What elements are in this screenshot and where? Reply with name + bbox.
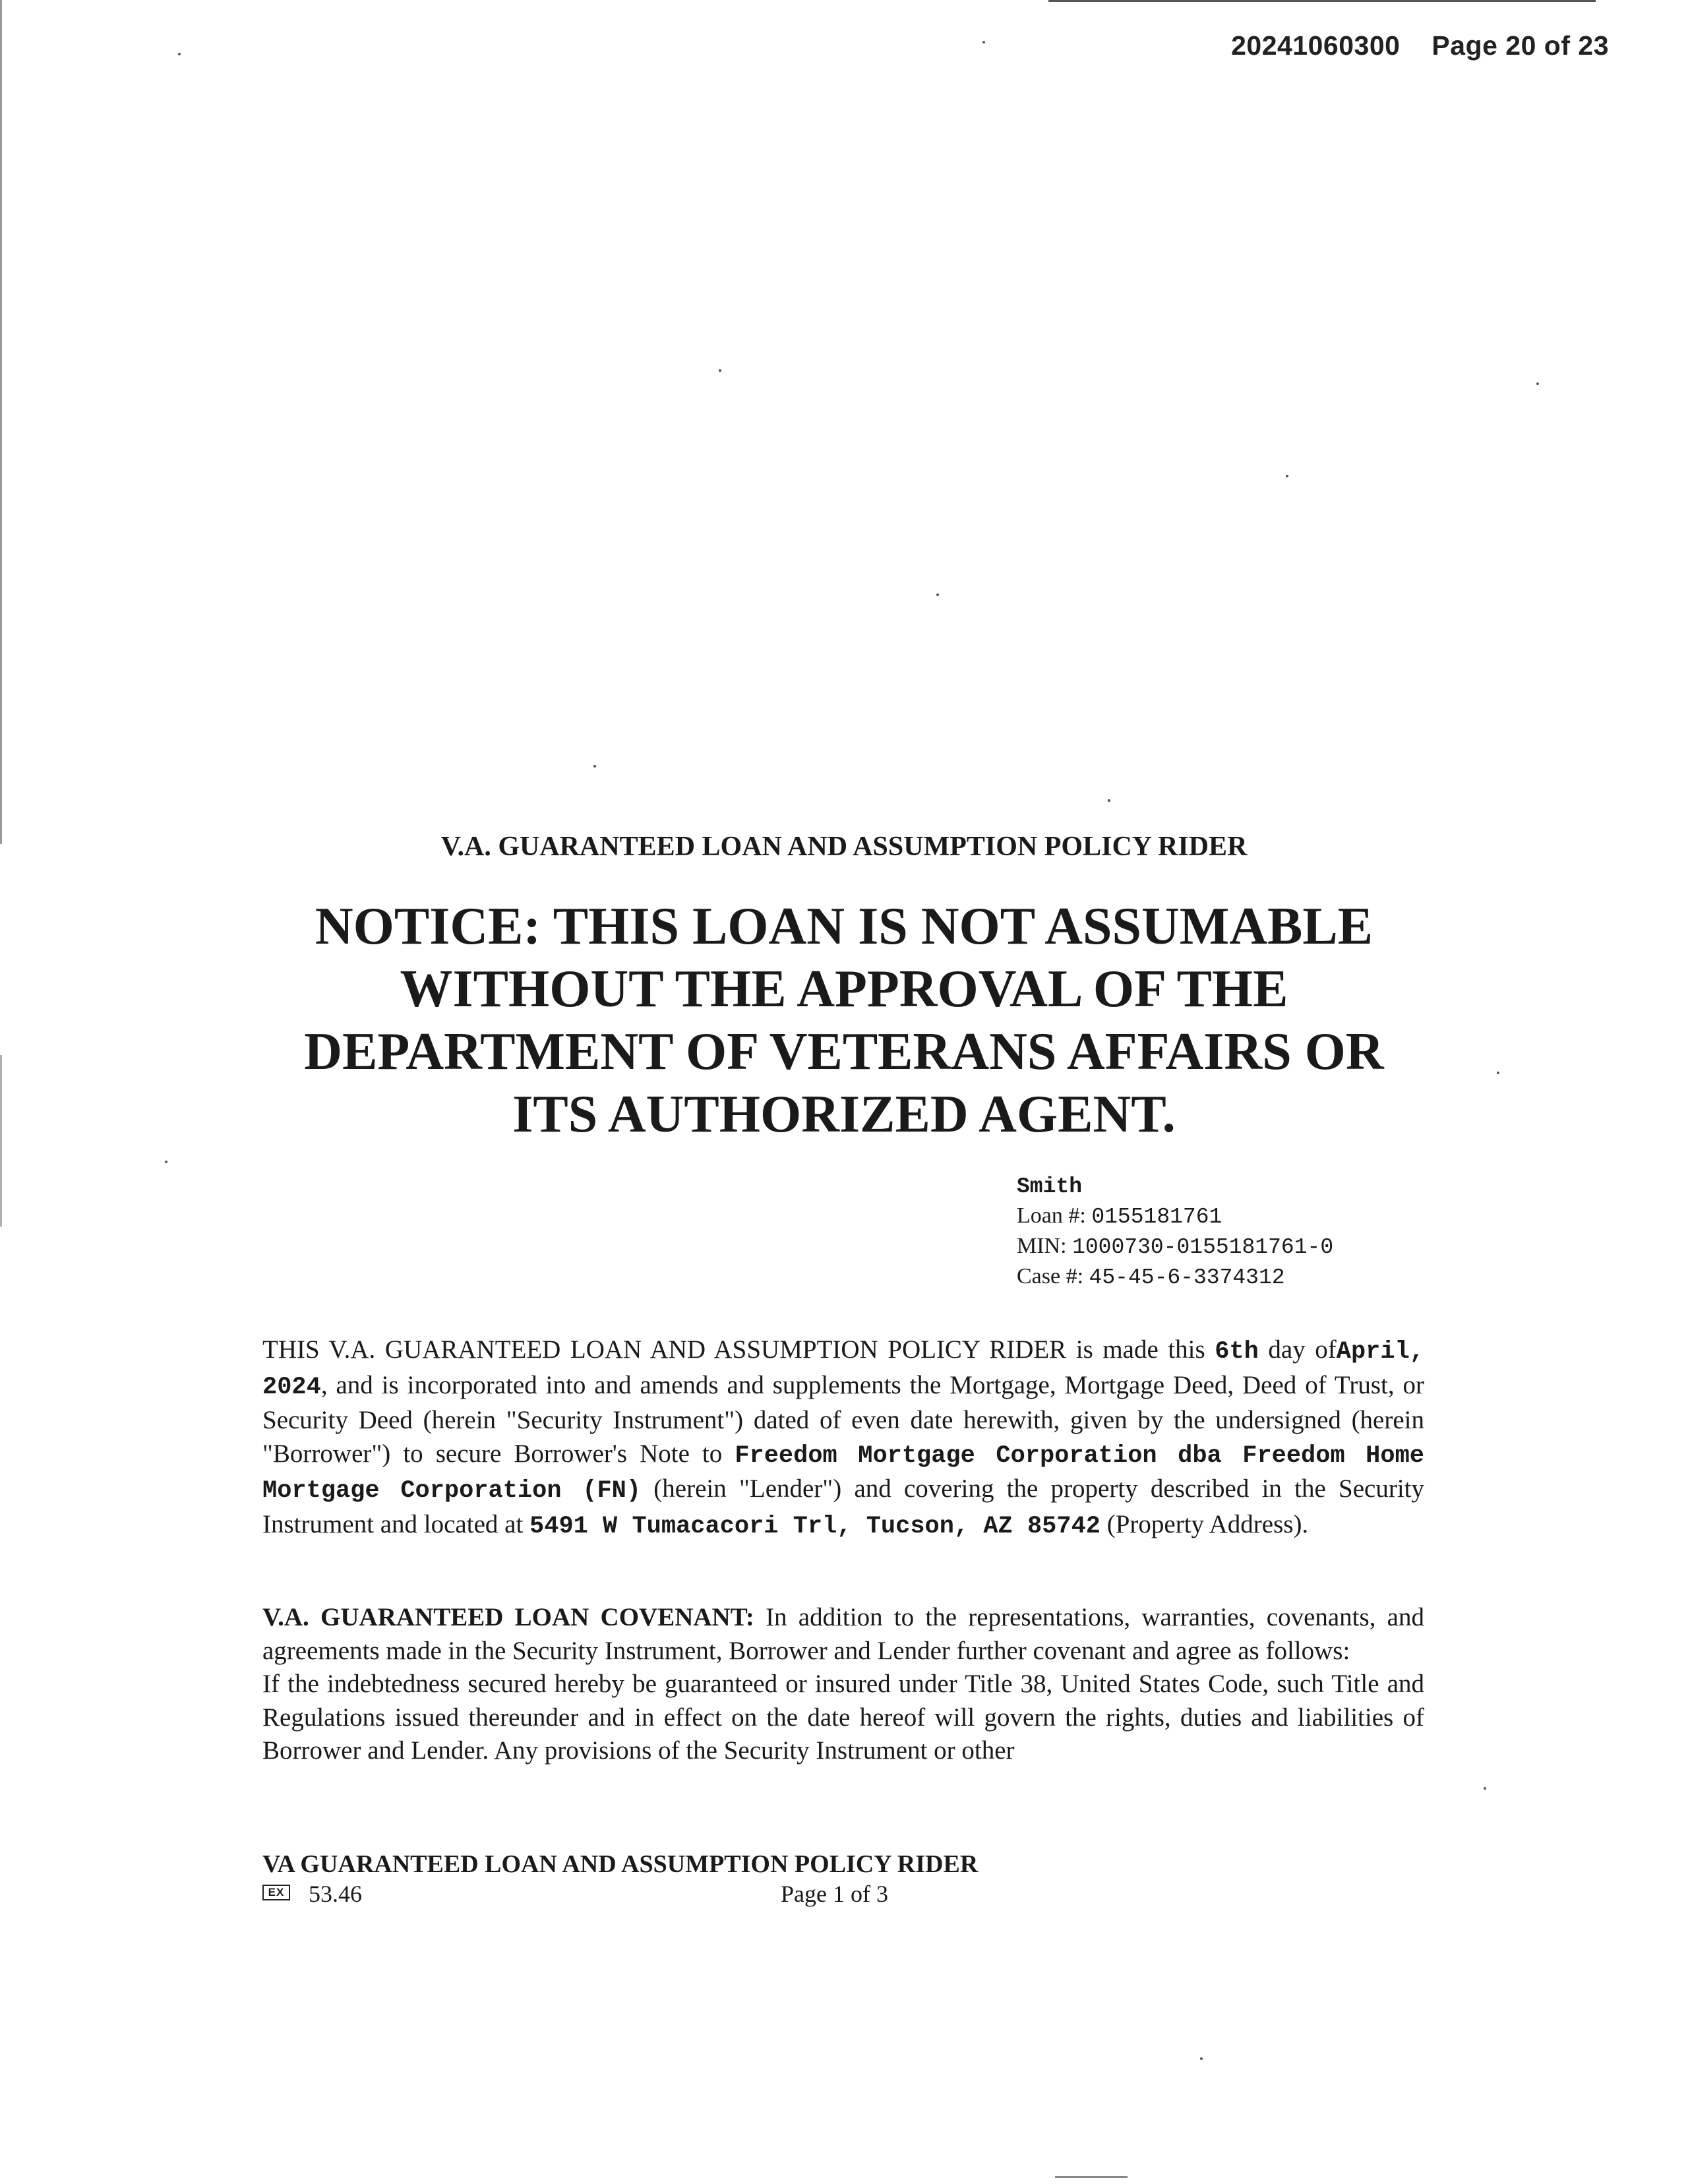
recording-stamp <box>1231 30 1609 61</box>
loan-number: 0155181761 <box>1091 1205 1222 1229</box>
loan-number-label: Loan #: <box>1017 1203 1086 1228</box>
footer-row <box>262 1879 1251 1908</box>
notice-line: WITHOUT THE APPROVAL OF THE <box>400 960 1288 1018</box>
case-number-label: Case #: <box>1017 1264 1084 1289</box>
covenant-paragraph <box>262 1601 1424 1768</box>
form-logo-icon: EX <box>262 1885 290 1900</box>
scan-speck <box>1536 382 1539 385</box>
case-number-row <box>1017 1262 1333 1292</box>
document-number: 20241060300 <box>1231 30 1401 61</box>
rider-title: V.A. GUARANTEED LOAN AND ASSUMPTION POLICY RIDER <box>440 832 1248 862</box>
scan-speck <box>1200 2057 1203 2060</box>
intro-text: , and is incorporated into and amends and supplements the Mortgage, Mortgage Deed, Deed of Trust, or Security Deed (herein "Security Instrument") dated of even date herewith, given by the undersigned (herein "Borrower") to secure Borrower's Note to <box>262 1370 1424 1468</box>
scan-speck <box>719 369 721 372</box>
covenant-text: In addition to the representations, warranties, covenants, and agreements made in the Security Instrument, Borrower and Lender further covenant and agree as follows: <box>262 1603 1424 1665</box>
notice-line: NOTICE: THIS LOAN IS NOT ASSUMABLE <box>315 897 1373 956</box>
scan-top-rule <box>1048 0 1596 2</box>
form-footer <box>262 1849 1251 1908</box>
property-address: 5491 W Tumacacori Trl, Tucson, AZ 85742 <box>529 1512 1100 1540</box>
scan-speck <box>1108 799 1110 802</box>
case-number: 45-45-6-3374312 <box>1089 1265 1285 1290</box>
scan-speck <box>1484 1787 1486 1790</box>
scan-speck <box>936 593 939 596</box>
rider-page-indicator: Page 1 of 3 <box>781 1881 888 1907</box>
min-number-row <box>1017 1232 1333 1262</box>
notice-line: ITS AUTHORIZED AGENT. <box>512 1085 1176 1143</box>
borrower-name: Smith <box>1017 1174 1083 1199</box>
intro-text: (herein "Lender") and covering the property described in the Security Instrument and located at <box>262 1474 1424 1538</box>
scan-speck <box>1286 475 1288 477</box>
intro-text: (Property Address). <box>1100 1509 1309 1538</box>
scan-edge-line <box>0 0 2 844</box>
covenant-heading: V.A. GUARANTEED LOAN COVENANT: <box>262 1603 754 1631</box>
rider-intro-paragraph <box>262 1333 1424 1543</box>
scan-speck <box>593 765 596 768</box>
scan-speck <box>178 53 181 55</box>
intro-text: day of <box>1258 1335 1337 1364</box>
min-label: MIN: <box>1017 1234 1067 1258</box>
recording-page-label: Page 20 of 23 <box>1432 30 1609 61</box>
notice-line: DEPARTMENT OF VETERANS AFFAIRS OR <box>304 1023 1384 1081</box>
loan-identifiers <box>1017 1172 1333 1292</box>
scan-bottom-mark <box>1055 2176 1128 2178</box>
loan-number-row <box>1017 1201 1333 1232</box>
rider-day: 6th <box>1215 1338 1259 1366</box>
rider-month-year: April, 2024 <box>262 1338 1424 1401</box>
assumption-notice <box>251 895 1437 1146</box>
scan-speck <box>1497 1072 1499 1074</box>
lender-name: Freedom Mortgage Corporation dba Freedom Home Mortgage Corporation (FN) <box>262 1441 1424 1505</box>
footer-title: VA GUARANTEED LOAN AND ASSUMPTION POLICY RIDER <box>262 1850 979 1878</box>
form-number: 53.46 <box>309 1881 362 1907</box>
intro-text: THIS V.A. GUARANTEED LOAN AND ASSUMPTION POLICY RIDER is made this <box>262 1335 1215 1364</box>
scan-speck <box>165 1161 167 1163</box>
scan-edge-line <box>0 1055 2 1227</box>
scan-speck <box>982 41 985 44</box>
min-number: 1000730-0155181761-0 <box>1072 1235 1334 1259</box>
covenant-text: If the indebtedness secured hereby be guaranteed or insured under Title 38, United States Code, such Title and Regulations issued thereunder and in effect on the date hereof will govern the rights, duties and liabilities of Borrower and Lender. Any provisions of the Security Instrument or other <box>262 1670 1424 1765</box>
